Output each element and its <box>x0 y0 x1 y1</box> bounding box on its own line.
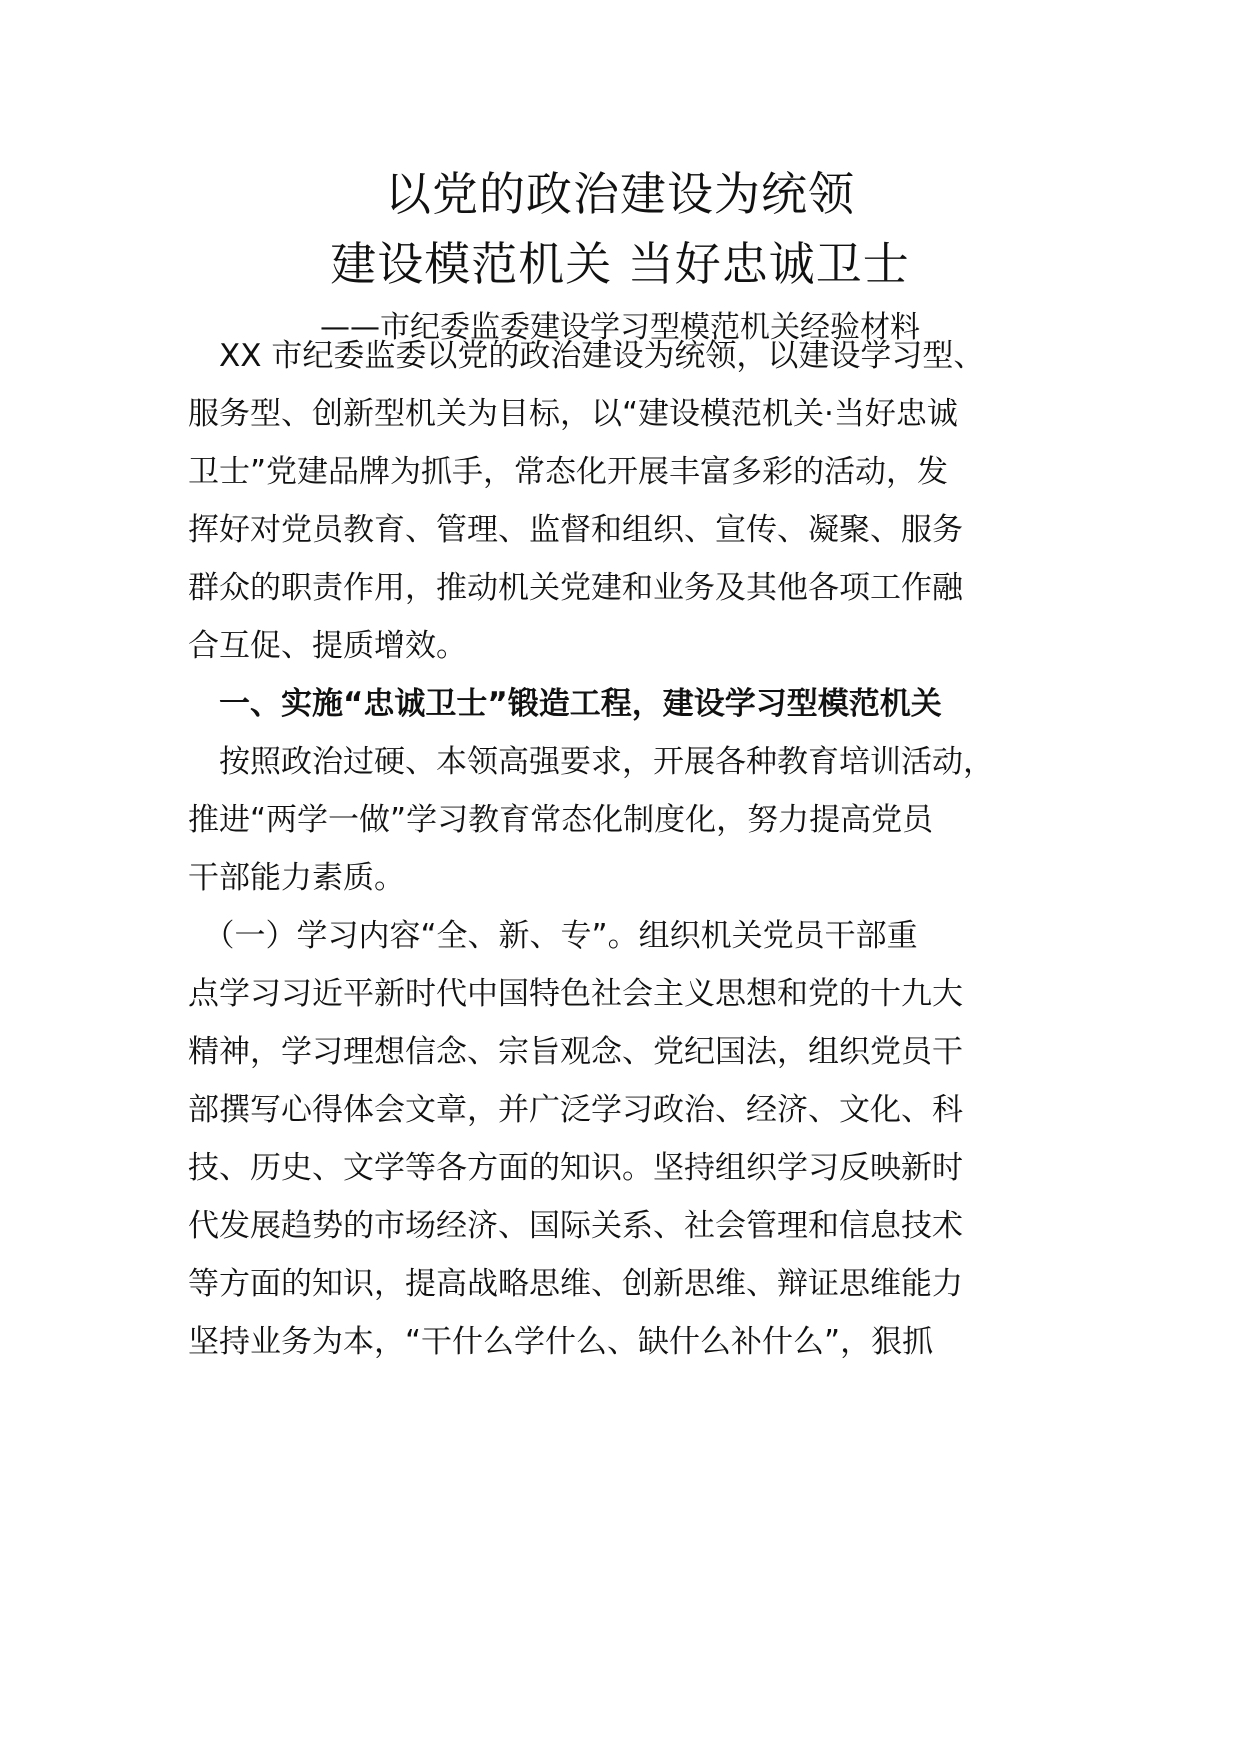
body-line-8: 按照政治过硬、本领高强要求，开展各种教育培训活动， <box>188 744 994 780</box>
document-title-line-1: 以党的政治建设为统领 <box>385 167 855 221</box>
body-line-2: 服务型、创新型机关为目标，以“建设模范机关·当好忠诚 <box>188 396 958 432</box>
body-line-10: 干部能力素质。 <box>188 860 405 896</box>
body-line-5: 群众的职责作用，推动机关党建和业务及其他各项工作融 <box>188 570 963 606</box>
body-line-3: 卫士”党建品牌为抓手，常态化开展丰富多彩的活动，发 <box>188 454 949 490</box>
body-line-12: 点学习习近平新时代中国特色社会主义思想和党的十九大 <box>188 976 963 1012</box>
body-line-17: 等方面的知识，提高战略思维、创新思维、辩证思维能力 <box>188 1266 963 1302</box>
document-subtitle: ——市纪委监委建设学习型模范机关经验材料 <box>320 310 920 345</box>
body-line-11: （一）学习内容“全、新、专”。组织机关党员干部重 <box>188 918 918 954</box>
document-title-line-2: 建设模范机关 当好忠诚卫士 <box>330 237 910 291</box>
body-line-9: 推进“两学一做”学习教育常态化制度化，努力提高党员 <box>188 802 934 838</box>
body-line-14: 部撰写心得体会文章，并广泛学习政治、经济、文化、科 <box>188 1092 963 1128</box>
body-line-1: XX 市纪委监委以党的政治建设为统领，以建设学习型、 <box>188 338 985 374</box>
body-line-13: 精神，学习理想信念、宗旨观念、党纪国法，组织党员干 <box>188 1034 963 1070</box>
body-line-16: 代发展趋势的市场经济、国际关系、社会管理和信息技术 <box>188 1208 963 1244</box>
body-line-18: 坚持业务为本，“干什么学什么、缺什么补什么”，狠抓 <box>188 1324 934 1360</box>
section-heading-1: 一、实施“忠诚卫士”锻造工程，建设学习型模范机关 <box>188 686 942 722</box>
body-line-4: 挥好对党员教育、管理、监督和组织、宣传、凝聚、服务 <box>188 512 963 548</box>
body-line-15: 技、历史、文学等各方面的知识。坚持组织学习反映新时 <box>188 1150 963 1186</box>
body-line-6: 合互促、提质增效。 <box>188 628 467 664</box>
